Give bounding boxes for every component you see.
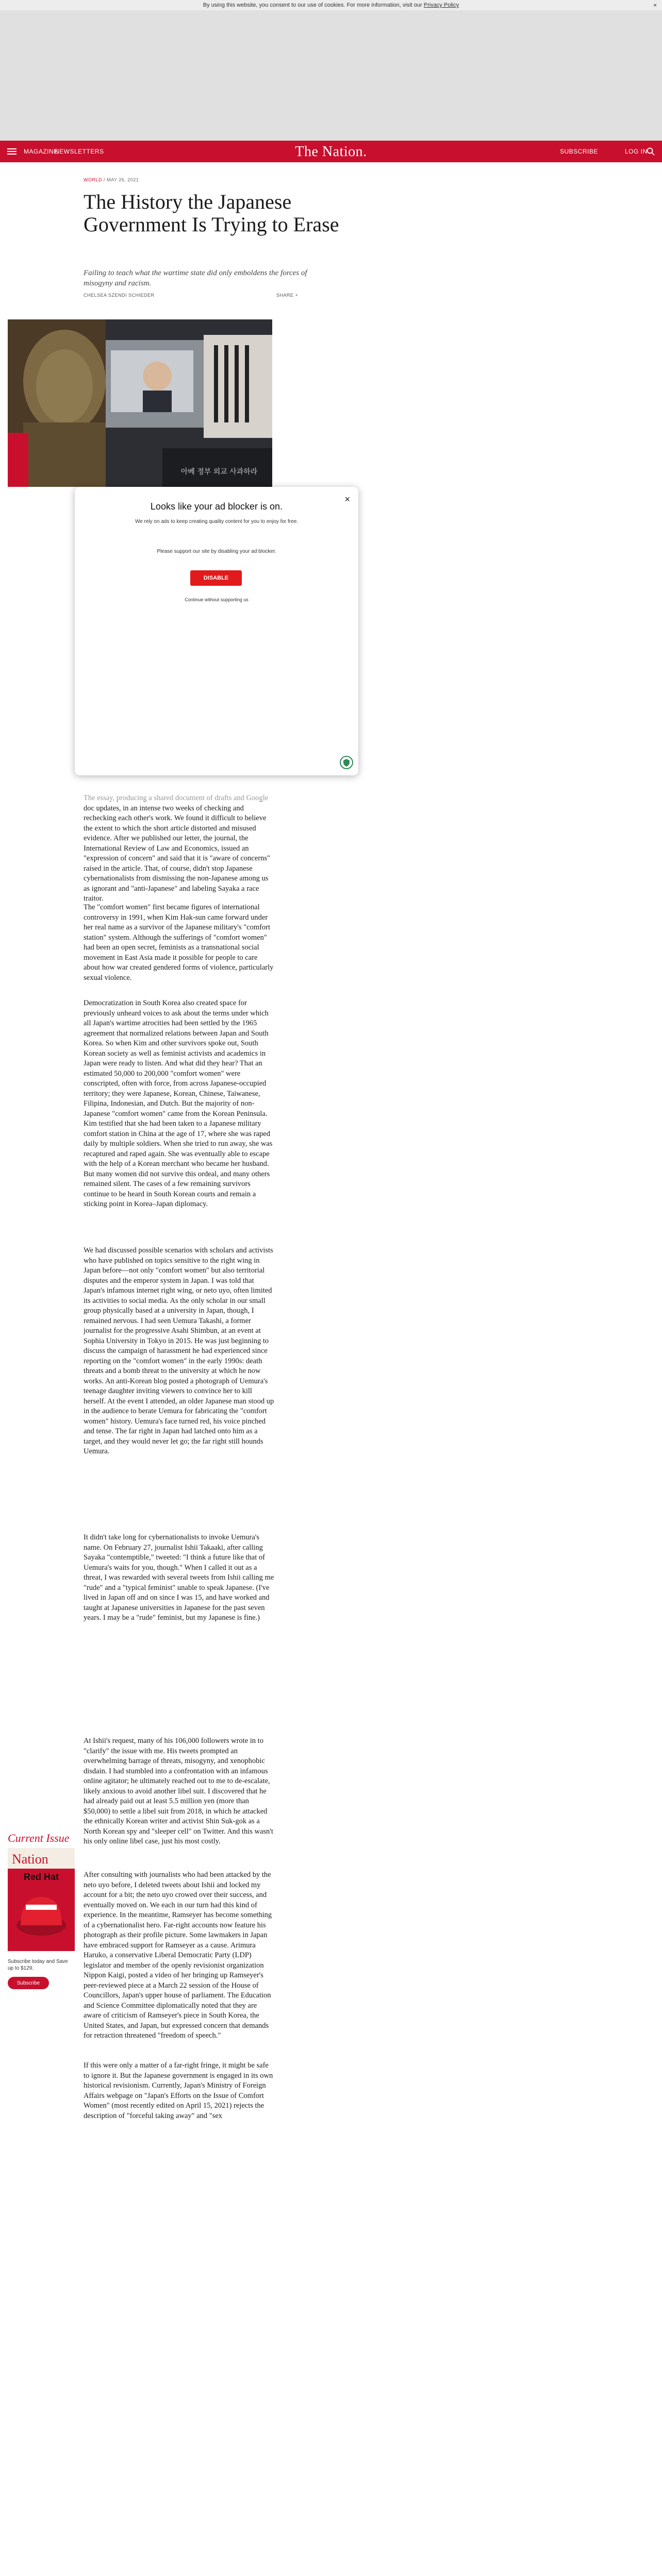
nav-newsletters-link[interactable]: NEWSLETTERS <box>55 148 104 155</box>
site-logo[interactable]: The Nation. <box>295 144 367 160</box>
top-ad-slot <box>0 10 662 141</box>
article-paragraph: After consulting with journalists who had been attacked by the neto uyo before, I deleted tweets about Ishii and locked my account for a bit; the neto uyo crowed over their success, and eventually moved on. We each in our turn had this kind of experience. In the meantime, Ramseyer has become something of a cybernationalist hero. Far-right accounts now feature his photograph as their profile picture. Some lawmakers in Japan have embraced support for Ramseyer as a cause. Arimura Haruko, a conservative Liberal Democratic Party (LDP) legislator and member of the openly revisionist organization Nippon Kaigi, posted a video of her bringing up Ramseyer's peer-reviewed piece at a March 22 session of the House of Councillors, Japan's upper house of parliament. The Education and Science Committee diplomatically noted that they are aware of criticism of Ramseyer's piece in South Korea, the United States, and Japan, but expressed concern that demands for retraction threatened "freedom of speech." <box>84 1871 272 2040</box>
cookie-text: By using this website, you consent to our use of cookies. For more information, visit our <box>203 2 424 8</box>
article-dek: Failing to teach what the wartime state did only emboldens the forces of misogyny and racism. <box>84 269 307 287</box>
article-paragraph: doc updates, in an intense two weeks of checking and rechecking each other's work. We found it difficult to believe the extent to which the short article distorted and misused evidence. After we published our letter, the journal, the International Review of Law and Economics, issued an "expression of concern" and said that it is "aware of concerns" raised in the article. That, of course, didn't stop Japanese cybernationalists from dismissing the non-Japanese among us as ignorant and "anti-Japanese" and labeling Sayaka a race traitor. <box>84 804 270 903</box>
subscribe-caption: Subscribe today and Save up to $129. <box>8 1959 68 1971</box>
publish-date: MAY 26, 2021 <box>107 177 139 182</box>
site-navbar <box>0 141 662 162</box>
article-byline[interactable]: CHELSEA SZENDI SCHIEDER <box>84 293 155 298</box>
search-icon[interactable] <box>647 147 655 156</box>
continue-without-supporting-link[interactable]: Continue without supporting us <box>185 597 249 602</box>
article-paragraph: We had discussed possible scenarios with scholars and activists who have published on topics sensitive to the right wing in Japan before—not only "comfort women" but also territorial disputes and the emperor system in Japan. I was told that Japan's infamous internet right wing, or neto uyo, often limited its activities to social media. As the only scholar in our small group physically based at a university in Japan, though, I remained nervous. I had seen Uemura Takashi, a former journalist for the progressive Asahi Shimbun, at an event at Sophia University in Tokyo in 2015. He was just beginning to discuss the campaign of harassment he had experienced since reporting on the "comfort women" in the early 1990s: death threats and a bomb threat to the university at which he now works. An anti-Korean blog posted a photograph of Uemura's teenage daughter inviting viewers to convince her to kill herself. At the event I attended, an older Japanese man stood up in the audience to berate Uemura for fabricating the "comfort women" history. Uemura's face turned red, his voice pinched and tense. The far right in Japan had latched onto him as a target, and they would never let go; the far right still hounds Uemura. <box>84 1246 274 1455</box>
modal-title: Looks like your ad blocker is on. <box>150 501 283 512</box>
hero-photo-illustration <box>8 319 272 487</box>
share-button[interactable] <box>276 293 298 298</box>
nav-login-link[interactable]: LOG IN <box>625 148 648 155</box>
adblock-modal <box>75 487 358 775</box>
shield-icon <box>340 756 353 769</box>
magazine-cover-art <box>8 1848 75 1951</box>
cookie-banner <box>0 0 662 10</box>
plus-icon: + <box>295 293 299 298</box>
share-label: SHARE <box>276 293 294 298</box>
disable-adblock-button[interactable]: DISABLE <box>190 570 242 586</box>
article-headline: The History the Japanese Government Is Trying to Erase <box>84 190 339 236</box>
cookie-close-icon[interactable]: × <box>653 2 657 9</box>
article-paragraph: The "comfort women" first became figures of international controversy in 1991, when Kim Hak-sun came forward under her real name as a survivor of the Japanese military's "comfort station" system. Although the sufferings of "comfort women" had been an open secret, feminists as a transnational social movement in East Asia made it possible for people to care about how war created gendered forms of violence, particularly sexual violence. <box>84 903 274 982</box>
cover-magazine-logo: Nation <box>12 1852 48 1867</box>
section-link[interactable]: WORLD <box>84 177 102 182</box>
modal-close-icon[interactable]: × <box>344 494 350 504</box>
article-kicker: WORLD / MAY 26, 2021 <box>84 177 139 182</box>
current-issue-label: Current Issue <box>8 1832 70 1844</box>
article-paragraph: At Ishii's request, many of his 106,000 followers wrote in to "clarify" the issue with me. His tweets prompted an overwhelming barrage of threats, misogyny, and xenophobic disdain. I had stumbled into a confrontation with an infamous online agitator; he ultimately reached out to me to de-escalate, likely anxious to avoid another libel suit. I discovered that he had already paid out at least 5.5 million yen (more than $50,000) to settle a libel suit from 2018, in which he attacked the ethnically Korean writer and activist Shin Suk-gok as a North Korean spy and "sleeper cell" on Twitter. And this wasn't his only online libel case, just his most costly. <box>84 1737 273 1845</box>
hamburger-menu-icon[interactable] <box>7 148 16 155</box>
subscribe-button[interactable]: Subscribe <box>8 1977 49 1989</box>
article-paragraph: It didn't take long for cybernationalists to invoke Uemura's name. On February 27, journalist Ishii Takaaki, after calling Sayaka "contemptible," tweeted: "I think a future like that of Uemura's waits for you, though." When I called it out as a threat, I was rewarded with several tweets from Ishii calling me "rude" and a "typical feminist" unable to speak Japanese. (I've lived in Japan off and on since I was 15, and have worked and taught at Japanese universities in Japanese for the past seven years. I may be a "rude" feminist, but my Japanese is fine.) <box>84 1533 274 1622</box>
article-paragraph: If this were only a matter of a far-right fringe, it might be safe to ignore it. But the Japanese government is engaged in its own historical revisionism. Currently, Japan's Ministry of Foreign Affairs webpage on "Japan's Efforts on the Issue of Comfort Women" (most recently edited on April 15, 2021) rejects the description of "forceful taking away" and "sex <box>84 2061 273 2120</box>
magazine-cover[interactable] <box>8 1848 75 1951</box>
article-paragraph: Democratization in South Korea also created space for previously unheard voices to ask about the terms under which all Japan's wartime atrocities had been settled by the 1965 agreement that normalized relations between Japan and South Korea. So when Kim and other survivors spoke out, South Korean society as well as feminist activists and academics in Japan were ready to listen. And what did they hear? That an estimated 50,000 to 200,000 "comfort women" were conscripted, often with force, from across Japanese-occupied territory; they were Japanese, Korean, Chinese, Taiwanese, Filipina, Indonesian, and Dutch. But the majority of non-Japanese "comfort women" came from the Korean Peninsula. Kim testified that she had been taken to a Japanese military comfort station in China at the age of 17, where she was raped daily by multiple soldiers. When she tried to run away, she was recaptured and raped again. She was eventually able to escape with the help of a Korean merchant who became her husband. But many women did not survive this ordeal, and many others remained silent. The cases of a few remaining survivors continue to be heard in South Korean courts and remain a sticking point in Korea–Japan diplomacy. <box>84 999 273 1208</box>
hero-protest-sign: 아베 정부 외교 사과하라 <box>180 468 258 476</box>
nav-subscribe-link[interactable]: SUBSCRIBE <box>560 148 598 155</box>
cover-headline: Red Hat <box>23 1872 59 1882</box>
nav-magazine-link[interactable]: MAGAZINE <box>24 148 58 155</box>
modal-description: We rely on ads to keep creating quality content for you to enjoy for free. <box>135 519 299 524</box>
hero-image <box>8 319 272 487</box>
modal-request: Please support our site by disabling your ad blocker. <box>157 549 276 554</box>
privacy-policy-link[interactable]: Privacy Policy <box>423 2 459 8</box>
current-issue-widget <box>8 1832 75 1989</box>
